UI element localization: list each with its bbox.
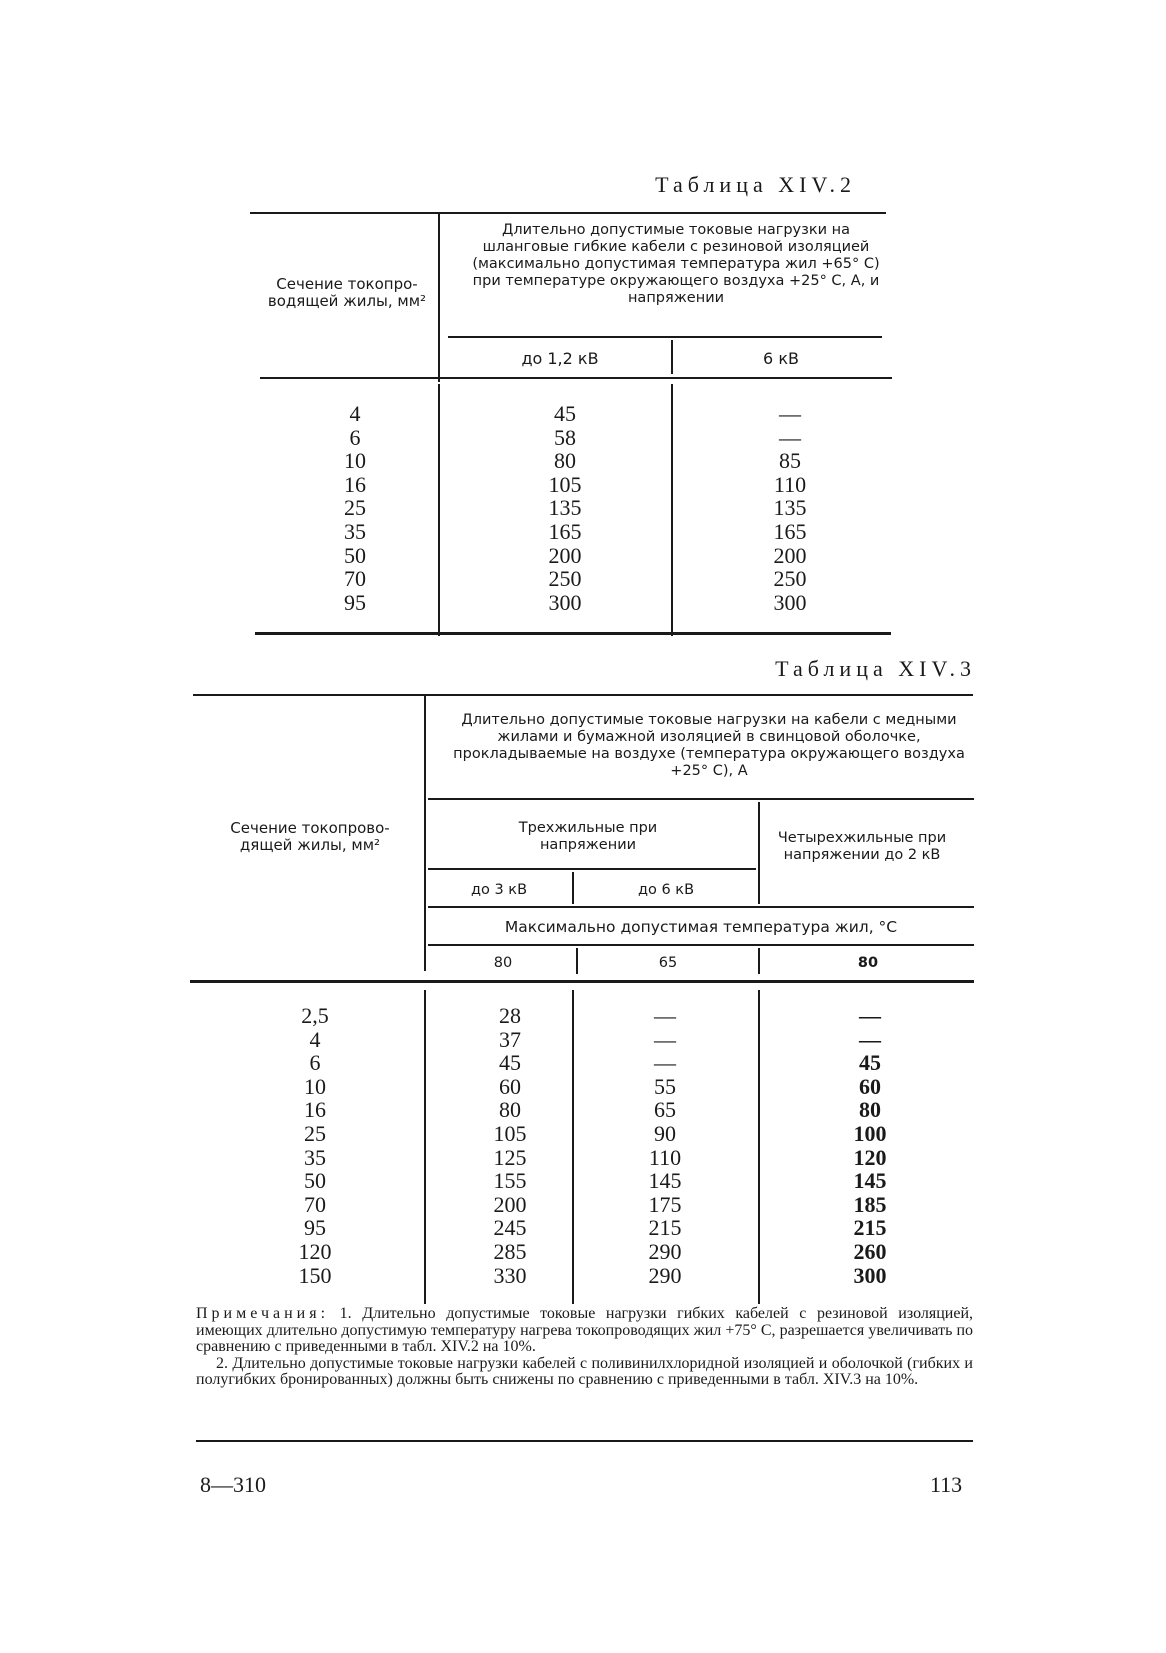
table-cell: 45 [859,1050,881,1076]
table2-section-header: Сечение токопро-водящей жилы, мм² [267,275,427,310]
note-2 [196,1356,973,1389]
table3-three-core-header: Трехжильные при напряжении [518,820,658,853]
table2-group-header: Длительно допустимые токовые нагрузки на шланговые гибкие кабели с резиновой изоляцией (максимально допустимая температура жил +65° С) при температуре окружающего воздуха +25° С, А, и напряжении [472,222,880,306]
table-cell: 260 [853,1238,887,1264]
table-cell: 10 [344,448,366,474]
table3-group-rule [428,798,974,800]
table2-header-rule [260,377,892,379]
table-cell: 45 [554,401,576,426]
table-cell: 60 [499,1073,521,1099]
table-cell: 245 [493,1215,527,1241]
table2-divider-main [438,214,440,382]
table3-col1-column [460,1004,560,1287]
table-cell: 85 [779,448,801,474]
table-cell: 35 [304,1144,326,1170]
table-cell: 155 [493,1168,527,1194]
table-cell: 165 [773,518,807,544]
table-cell: 95 [344,589,366,615]
table3-temp-values-rule [428,944,974,946]
table3-divider-body-2 [758,990,760,1304]
table-cell: 290 [648,1238,682,1264]
table-cell: 25 [344,495,366,521]
notes-block [196,1306,973,1389]
table-cell: 10 [304,1073,326,1099]
table3-header-rule [190,980,974,983]
table-cell: 70 [344,566,366,592]
table-cell: 2,5 [301,1003,329,1028]
table-cell: 285 [493,1238,527,1264]
table-cell: 60 [859,1073,881,1099]
table3-temp-header: Максимально допустимая температура жил, °С [504,918,898,936]
table-cell: 90 [654,1120,676,1146]
page-number: 113 [930,1472,963,1497]
note-1-text: 1. Длительно допустимые токовые нагрузки гибких кабелей с резиновой изоляцией, имеющих длительно допустимую температуру нагрева токопроводящих жил +75° С, разрешается увеличивать по сравнению с приведенными в табл. XIV.2 на 10%. [196,1305,973,1355]
table-cell: 300 [853,1262,887,1288]
table-cell: 250 [773,566,807,592]
note-1 [196,1306,973,1356]
table-cell: 215 [853,1215,887,1241]
table3-top-rule [193,694,973,696]
note-2-text: 2. Длительно допустимые токовые нагрузки кабелей с поливинилхлоридной изоляцией и оболочкой (гибких и полугибких бронированных) должны быть снижены по сравнению с приведенными в табл. XIV.3 на 10%. [196,1354,973,1388]
table2-col2-column [735,402,845,614]
table3-temp-rule [428,906,974,908]
table-cell: 105 [548,471,582,497]
table2-col1-column [510,402,620,614]
table-cell: 28 [499,1003,521,1028]
table-cell: 165 [548,518,582,544]
table-cell: 120 [298,1238,332,1264]
table-cell: — [779,424,801,450]
table-cell: 290 [648,1262,682,1288]
table3-temp-value-2: 65 [658,955,678,971]
table2-bottom-rule [255,632,891,635]
table3-sections-column [260,1004,370,1287]
table-cell: 4 [309,1026,321,1052]
table-cell: 6 [309,1050,321,1076]
table3-col2-column [615,1004,715,1287]
table3-col3-column [820,1004,920,1287]
table-cell: 145 [648,1168,682,1194]
table3-voltage-header-1: до 3 кВ [470,882,528,898]
table3-divider-temp-1 [576,948,578,974]
table3-temp-value-1: 80 [493,955,513,971]
table2-sections-column [305,402,405,614]
table-cell: 215 [648,1215,682,1241]
table-cell: 110 [648,1144,682,1170]
table-cell: 50 [344,542,366,568]
table3-group-header: Длительно допустимые токовые нагрузки на кабели с медными жилами и бумажной изоляцией в свинцовой оболочке, прокладываемые на воздухе (температура окружающего воздуха +25° С), А [453,712,965,779]
table-cell: 4 [349,401,361,426]
table-cell: 25 [304,1120,326,1146]
table-cell: 55 [654,1073,676,1099]
table-cell: 185 [853,1191,887,1217]
table-cell: 80 [554,448,576,474]
printer-signature: 8—310 [200,1472,266,1497]
table3-four-core-header: Четырехжильные при напряжении до 2 кВ [777,830,947,863]
table3-caption: Таблица XIV.3 [775,656,976,681]
table3-divider-four-core [758,802,760,904]
table-cell: 200 [493,1191,527,1217]
table3-divider-main [424,696,426,971]
table-cell: 80 [859,1097,881,1123]
table-cell: 45 [499,1050,521,1076]
table-cell: 250 [548,566,582,592]
table-cell: 135 [773,495,807,521]
table-cell: 300 [548,589,582,615]
table-cell: 150 [298,1262,332,1288]
table3-divider-body-main [424,990,426,1304]
table3-section-header: Сечение токопрово-дящей жилы, мм² [230,819,390,854]
table-cell: 16 [344,471,366,497]
table-cell: 105 [493,1120,527,1146]
table-cell: — [779,401,801,426]
table-cell: 65 [654,1097,676,1123]
table2-divider-main-body [438,384,440,636]
table-cell: — [654,1026,676,1052]
table-cell: 200 [773,542,807,568]
table-cell: 125 [493,1144,527,1170]
table-cell: 80 [499,1097,521,1123]
table-cell: 37 [499,1026,521,1052]
table-cell: — [654,1003,676,1028]
notes-bottom-rule [196,1440,973,1442]
table3-divider-temp-2 [758,948,760,974]
table-cell: 6 [349,424,361,450]
table-cell: 16 [304,1097,326,1123]
table-cell: 100 [853,1120,887,1146]
table-cell: 35 [344,518,366,544]
table-cell: 110 [773,471,807,497]
table-cell: 58 [554,424,576,450]
table3-temp-value-3: 80 [857,955,879,971]
table3-voltage-header-2: до 6 кВ [637,882,695,898]
table-cell: — [859,1003,881,1028]
table2-col1-header: до 1,2 кВ [521,349,599,368]
table2-divider-body [671,384,673,636]
table-cell: 145 [853,1168,887,1194]
table-cell: 95 [304,1215,326,1241]
notes-label: Примечания: [196,1305,330,1322]
table-cell: 120 [853,1144,887,1170]
table2-caption: Таблица XIV.2 [655,172,856,197]
table3-voltage-rule [428,868,756,870]
table-cell: 135 [548,495,582,521]
table-cell: — [859,1026,881,1052]
table-cell: 330 [493,1262,527,1288]
table-cell: 200 [548,542,582,568]
table2-sub-rule [448,336,882,338]
table-cell: 300 [773,589,807,615]
table3-divider-body-1 [572,990,574,1304]
table3-divider-voltage [572,872,574,904]
table2-col2-header: 6 кВ [763,349,799,368]
table-cell: — [654,1050,676,1076]
table-cell: 50 [304,1168,326,1194]
table-cell: 70 [304,1191,326,1217]
table-cell: 175 [648,1191,682,1217]
table2-top-rule [250,212,886,214]
table2-divider-col [671,340,673,374]
